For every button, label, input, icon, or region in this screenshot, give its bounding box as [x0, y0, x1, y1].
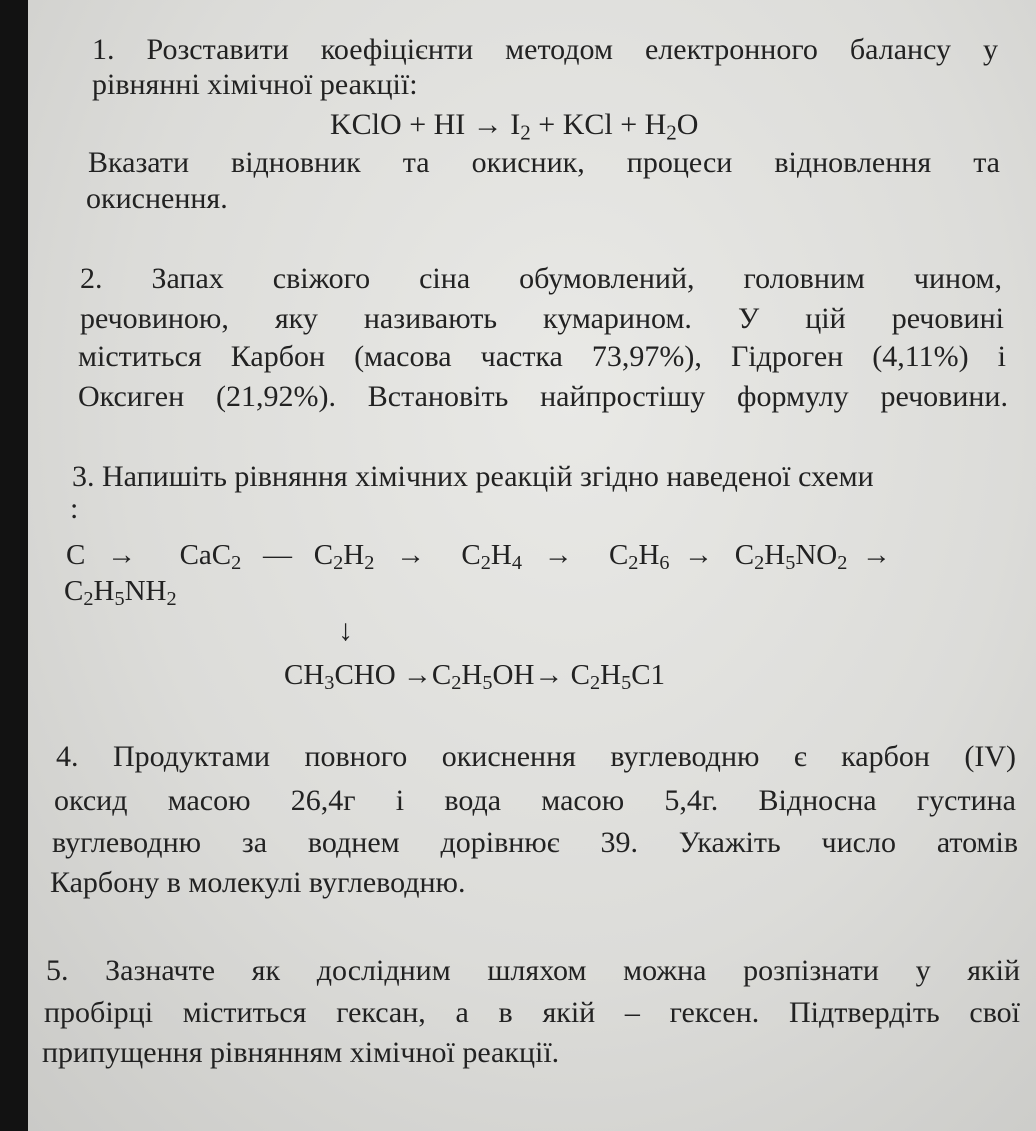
scheme-ch3cho: $CH_3CHO$	[284, 659, 396, 695]
task-1-line-1	[92, 33, 998, 67]
scheme-down-arrow: ↓	[338, 614, 353, 647]
scheme-c: C	[66, 539, 86, 571]
scheme-c2h2: $C_2H_2$	[313, 539, 375, 575]
task-1-text-line-1: Розставити коефіцієнти методом електронного балансу у	[146, 33, 998, 66]
task-1-equation: KClO + HI → $I_2$ + KCl + $H_2O$	[330, 108, 699, 145]
eq-arrow: →	[472, 108, 503, 141]
task-4-line-2: оксид масою 26,4г і вода масою 5,4г. Відносна густина	[54, 784, 1016, 817]
task-1-after-line-1: Вказати відновник та окисник, процеси відновлення та	[88, 146, 1000, 179]
scheme-c2h6: $C_2H_6$	[608, 539, 670, 575]
scheme-main-chain: C → CaC$_2$ — $C_2H_2$ → $C_2H_4$ → $C_2H_6$ → $C_2H_5NO_2$ →	[66, 539, 891, 575]
task-2-line-3: міститься Карбон (масова частка 73,97%), Гідроген (4,11%) і	[78, 340, 1006, 373]
task-4-line-4: Карбону в молекулі вуглеводню.	[50, 866, 466, 899]
eq-kclo: KClO	[330, 108, 402, 141]
task-5-number: 5.	[46, 954, 69, 987]
eq-h2o: $H_2O$	[644, 108, 699, 145]
task-5-line-1: 5. Зазначте як дослідним шляхом можна розпізнати у якій	[46, 954, 1020, 987]
task-1-text-line-2: рівнянні хімічної реакції:	[92, 68, 418, 101]
scheme-c2h5oh: $C_2H_5OH$	[431, 659, 535, 695]
task-3-line-1: 3. Напишіть рівняння хімічних реакцій згідно наведеної схеми	[72, 460, 874, 493]
scheme-cac2: CaC$_2$	[179, 539, 242, 575]
eq-kcl: KCl	[562, 108, 613, 141]
scheme-c2h5cl: $C_2H_5C1$	[570, 659, 666, 695]
task-4-number: 4.	[56, 740, 79, 773]
scheme-c2h5nh2: $C_2H_5NH_2$	[64, 575, 177, 611]
task-1-after-line-2: окиснення.	[86, 182, 228, 215]
task-5-line-3: припущення рівнянням хімічної реакції.	[42, 1036, 560, 1069]
task-3-colon: :	[70, 492, 79, 525]
task-5-line-2: пробірці міститься гексан, а в якій – гексен. Підтвердіть свої	[44, 996, 1020, 1029]
page-dark-edge	[0, 0, 28, 1131]
task-2-line-2: речовиною, яку називають кумарином. У цій речовині	[80, 302, 1004, 335]
task-2-line-4: Оксиген (21,92%). Встановіть найпростішу формулу речовини.	[78, 380, 1008, 413]
task-2-number: 2.	[80, 262, 103, 295]
scheme-branch-chain: $CH_3CHO \to C_2H_5OH\to C_2H_5C1$	[284, 659, 666, 695]
task-2-line-1: 2. Запах свіжого сіна обумовлений, головним чином,	[80, 262, 1003, 295]
task-4-line-3: вуглеводню за воднем дорівнює 39. Укажіть число атомів	[52, 826, 1018, 859]
eq-hi: HI	[433, 108, 466, 141]
eq-i2: $I_2$	[510, 108, 531, 145]
task-4-line-1: 4. Продуктами повного окиснення вуглеводню є карбон (IV)	[56, 740, 1016, 773]
task-1-number: 1.	[92, 33, 115, 66]
scheme-c2h4: $C_2H_4$	[461, 539, 522, 575]
scheme-c2h5no2: $C_2H_5NO_2$	[734, 539, 848, 575]
task-3-number: 3.	[72, 460, 95, 493]
